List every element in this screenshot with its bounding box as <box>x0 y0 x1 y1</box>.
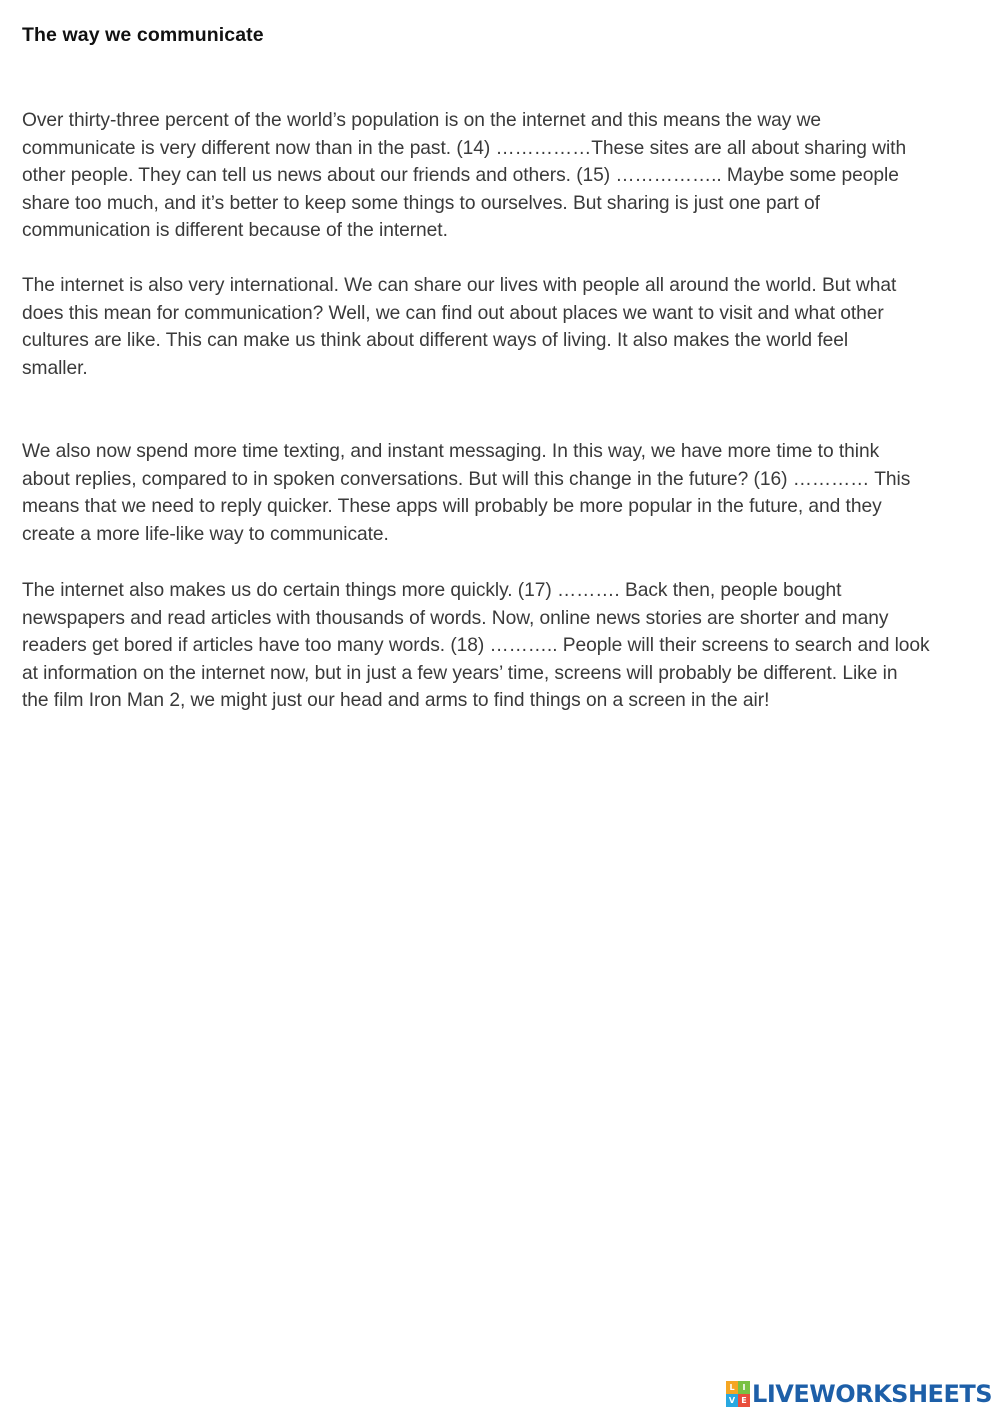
text-line: about replies, compared to in spoken conversations. But will this change in the future? (16) ………… This <box>22 468 911 490</box>
paragraph-2 <box>22 272 982 382</box>
text-line: smaller. <box>22 357 88 379</box>
text-line: the film Iron Man 2, we might just our head and arms to find things on a screen in the air! <box>22 690 770 712</box>
text-line: does this mean for communication? Well, we can find out about places we want to visit and what other <box>22 302 884 324</box>
text-line: means that we need to reply quicker. These apps will probably be more popular in the future, and they <box>22 496 882 518</box>
paragraph-3 <box>22 438 982 548</box>
text-line: newspapers and read articles with thousands of words. Now, online news stories are shorter and many <box>22 607 889 629</box>
paragraph-4 <box>22 577 982 715</box>
text-line: readers get bored if articles have too many words. (18) ……….. People will their screens to search and look <box>22 635 930 657</box>
liveworksheets-logo-text: LIVEWORKSHEETS <box>752 1380 992 1408</box>
text-line: The internet also makes us do certain things more quickly. (17) ………. Back then, people bought <box>22 580 842 601</box>
paragraph-1 <box>22 107 982 245</box>
logo-square: I <box>738 1381 750 1394</box>
text-line: Over thirty-three percent of the world’s population is on the internet and this means the way we <box>22 110 822 131</box>
text-line: share too much, and it’s better to keep some things to ourselves. But sharing is just one part of <box>22 192 820 214</box>
text-line: The internet is also very international. We can share our lives with people all around the world. But what <box>22 275 897 296</box>
logo-square: E <box>738 1394 750 1407</box>
logo-square: L <box>726 1381 738 1394</box>
text-line: communication is different because of the internet. <box>22 220 448 242</box>
worksheet-title: The way we communicate <box>22 24 264 46</box>
text-line: at information on the internet now, but in just a few years’ time, screens will probably be different. Like in <box>22 662 898 684</box>
text-line: communicate is very different now than in the past. (14) ……………These sites are all about sharing with <box>22 137 907 159</box>
text-line: other people. They can tell us news about our friends and others. (15) …………….. Maybe some people <box>22 165 899 187</box>
logo-square: V <box>726 1394 738 1407</box>
text-line: cultures are like. This can make us think about different ways of living. It also makes the world feel <box>22 330 849 352</box>
text-line: We also now spend more time texting, and instant messaging. In this way, we have more time to think <box>22 441 880 462</box>
liveworksheets-logo-icon <box>726 1381 750 1407</box>
text-line: create a more life-like way to communicate. <box>22 523 389 545</box>
liveworksheets-logo <box>726 1379 992 1409</box>
